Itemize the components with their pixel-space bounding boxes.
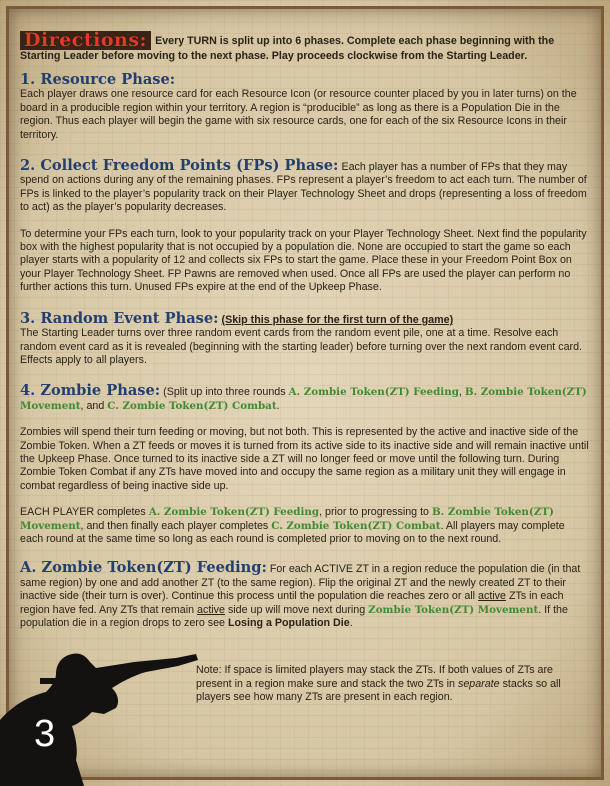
- round-c-label: C. Zombie Token(ZT) Combat: [107, 399, 277, 412]
- feeding-active-1: active: [478, 590, 506, 603]
- phase4-comma: ,: [458, 386, 462, 399]
- feeding-movement-ref: Zombie Token(ZT) Movement: [368, 603, 539, 616]
- feeding-text-2: ZTs in each region have fed. Any ZTs that remain: [20, 590, 564, 616]
- phase3-heading: 3. Random Event Phase:: [20, 309, 219, 327]
- note-text-1: Note: If space is limited players may stack the ZTs. If both values of ZTs are present in a region make sure and stack the two ZTs in: [196, 664, 553, 690]
- phase4-p2-round-c: C. Zombie Token(ZT) Combat: [271, 519, 441, 532]
- phase4-p2-mid2: , and then finally each player completes: [80, 519, 269, 532]
- directions-text: Every TURN is split up into 6 phases. Complete each phase beginning with the Starting Leader before moving to the next phase. Play proceeds clockwise from the Starting Leader.: [20, 35, 555, 62]
- page-number: 3: [34, 713, 56, 755]
- feeding-text-4: . If the population die in a region drops to zero see: [20, 603, 568, 629]
- phase4-period: .: [276, 399, 280, 412]
- phase4-intro: (Split up into three rounds: [163, 386, 286, 399]
- phase2-body2: To determine your FPs each turn, look to your popularity track on your Player Technology Sheet. Next find the popularity box with the highest popularity that is not occupied by a population die. None are occupied to start the game so each player starts with a popularity of 12 and collects six FPs to start the game. Place these in your Freedom Point Box on your Player Technology Sheet. FP Pawns are removed when used. Once all FPs are used the player can perform no further actions this turn. Unused FPs expire at the end of the Upkeep Phase.: [20, 227, 587, 294]
- phase2-heading: 2. Collect Freedom Points (FPs) Phase:: [20, 157, 339, 175]
- phase1-heading: 1. Resource Phase:: [20, 71, 176, 89]
- phase4-body1: Zombies will spend their turn feeding or moving, but not both. This is represented by the active and inactive side of the Zombie Token. When a ZT feeds or moves it is turned from its active side to its inactive side and will remain inactive until the Upkeep Phase. Once turned to its inactive side a ZT will no longer feed or move until the following turn. During Zombie Token Combat if any ZTs have moved into and occupy the same region as a military unit they will engage in combat regardless of being inactive side up.: [20, 426, 589, 492]
- phase3-body: The Starting Leader turns over three random event cards from the random event pile, one at a time. Resolve each random event card as it is revealed (beginning with the starting leader) before turning over the next random event card. Effects apply to all players.: [20, 327, 583, 366]
- phase1-body: Each player draws one resource card for each Resource Icon (or resource counter placed by you in later turns) on the board in a producible region within your territory. A region is “producible” as long as there is a Population Die in the region. Thus each player will begin the game with six resource cards, one for each of the six Resource Icons in their territory.: [20, 88, 577, 141]
- directions-paragraph: [20, 31, 590, 63]
- round-b-label: B. Zombie Token(ZT) Movement: [20, 386, 587, 412]
- phase4-p2-start: EACH PLAYER completes: [20, 506, 146, 519]
- phase4-heading: 4. Zombie Phase:: [20, 382, 161, 400]
- feeding-active-2: active: [197, 603, 225, 616]
- phase4-p2-end: . All players may complete each round at the same time so long as each round is completed prior to moving on to the next round.: [20, 519, 565, 545]
- phase3-note: (Skip this phase for the first turn of the game): [221, 313, 454, 326]
- phase4-and: , and: [80, 399, 105, 412]
- losing-population-die-ref: Losing a Population Die: [227, 617, 350, 629]
- note-separate: separate: [458, 677, 500, 690]
- phase4-p2-mid1: , prior to progressing to: [319, 506, 429, 519]
- feeding-heading: A. Zombie Token(ZT) Feeding:: [20, 559, 267, 577]
- directions-title: Directions:: [20, 31, 151, 50]
- phase4-body2: [20, 506, 590, 546]
- feeding-text-3: side up will move next during: [227, 603, 366, 616]
- phase4-p2-round-b: B. Zombie Token(ZT) Movement: [20, 506, 554, 532]
- note-text-2: stacks so all players see how many ZTs are present in each region.: [196, 677, 561, 704]
- feeding-text-5: .: [349, 617, 353, 629]
- feeding-text-1: For each ACTIVE ZT in a region reduce the population die (in that same region) by one and add another ZT (to the same region). Flip the original ZT and the newly created ZT to their inactive side (their turn is over). Continue this process until the population die reaches zero or all: [20, 563, 581, 603]
- stacking-note: [196, 664, 576, 705]
- phase4-p2-round-a: A. Zombie Token(ZT) Feeding: [148, 506, 320, 519]
- phase2-body1: Each player has a number of FPs that they may spend on actions during any of the remaining phases. FPs represent a player’s freedom to act each turn. The number of FPs is linked to the player’s popularity track on their Player Technology Sheet and drops (representing a loss of freedom to act) as the player’s popularity decreases.: [20, 161, 587, 214]
- soldier-silhouette-icon: [0, 600, 210, 786]
- rules-text: [20, 31, 590, 630]
- round-a-label: A. Zombie Token(ZT) Feeding: [288, 386, 459, 399]
